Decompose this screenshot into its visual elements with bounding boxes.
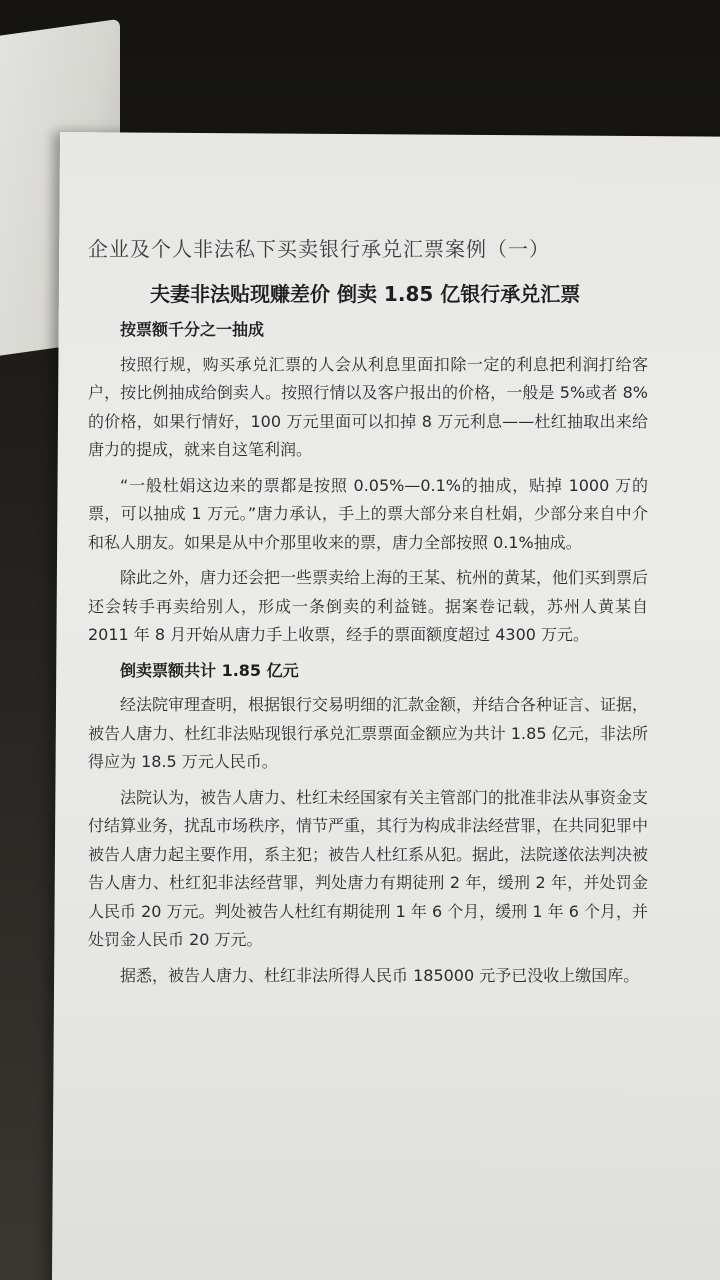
section-heading: 倒卖票额共计 1.85 亿元: [120, 660, 299, 680]
paragraph: 除此之外，唐力还会把一些票卖给上海的王某、杭州的黄某，他们买到票后还会转手再卖给别人，形成一条倒卖的利益链。据案卷记载，苏州人黄某自 2011 年 8 月开始从唐力手上收票，经手的票面额度超过 4300 万元。: [88, 568, 649, 644]
section-heading: 按票额千分之一抽成: [120, 320, 265, 339]
paragraph: “一般杜娟这边来的票都是按照 0.05%—0.1%的抽成，贴掉 1000 万的票，可以抽成 1 万元。”唐力承认，手上的票大部分来自杜娟，少部分来自中介和私人朋友。如果是从中介那里收来的票，唐力全部按照 0.1%抽成。: [88, 475, 648, 552]
paragraph: 经法院审理查明，根据银行交易明细的汇款金额，并结合各种证言、证据，被告人唐力、杜红非法贴现银行承兑汇票票面金额应为共计 1.85 亿元，非法所得应为 18.5 万元人民币。: [88, 695, 649, 771]
series-title: 企业及个人非法私下买卖银行承兑汇票案例（一）: [88, 237, 550, 261]
paragraph: 法院认为，被告人唐力、杜红未经国家有关主管部门的批准非法从事资金支付结算业务，扰乱市场秩序，情节严重，其行为构成非法经营罪，在共同犯罪中被告人唐力起主要作用，系主犯；被告人杜红系从犯。据此，法院遂依法判决被告人唐力、杜红犯非法经营罪，判处唐力有期徒刑 2 年，缓刑 2 年，并处罚金人民币 20 万元。判处被告人杜红有期徒刑 1 年 6 个月，缓刑 1 年 6 个月，并处罚金人民币 20 万元。: [88, 787, 649, 949]
paragraph: 按照行规，购买承兑汇票的人会从利息里面扣除一定的利息把利润打给客户，按比例抽成给倒卖人。按照行情以及客户报出的价格，一般是 5%或者 8%的价格，如果行情好，100 万元里面可以扣掉 8 万元利息——杜红抽取出来给唐力的提成，就来自这笔利润。: [88, 354, 648, 459]
article-title: 夫妻非法贴现赚差价 倒卖 1.85 亿银行承兑汇票: [150, 282, 581, 306]
paragraph: 据悉，被告人唐力、杜红非法所得人民币 185000 元予已没收上缴国库。: [120, 965, 640, 985]
article-body: [88, 316, 648, 997]
